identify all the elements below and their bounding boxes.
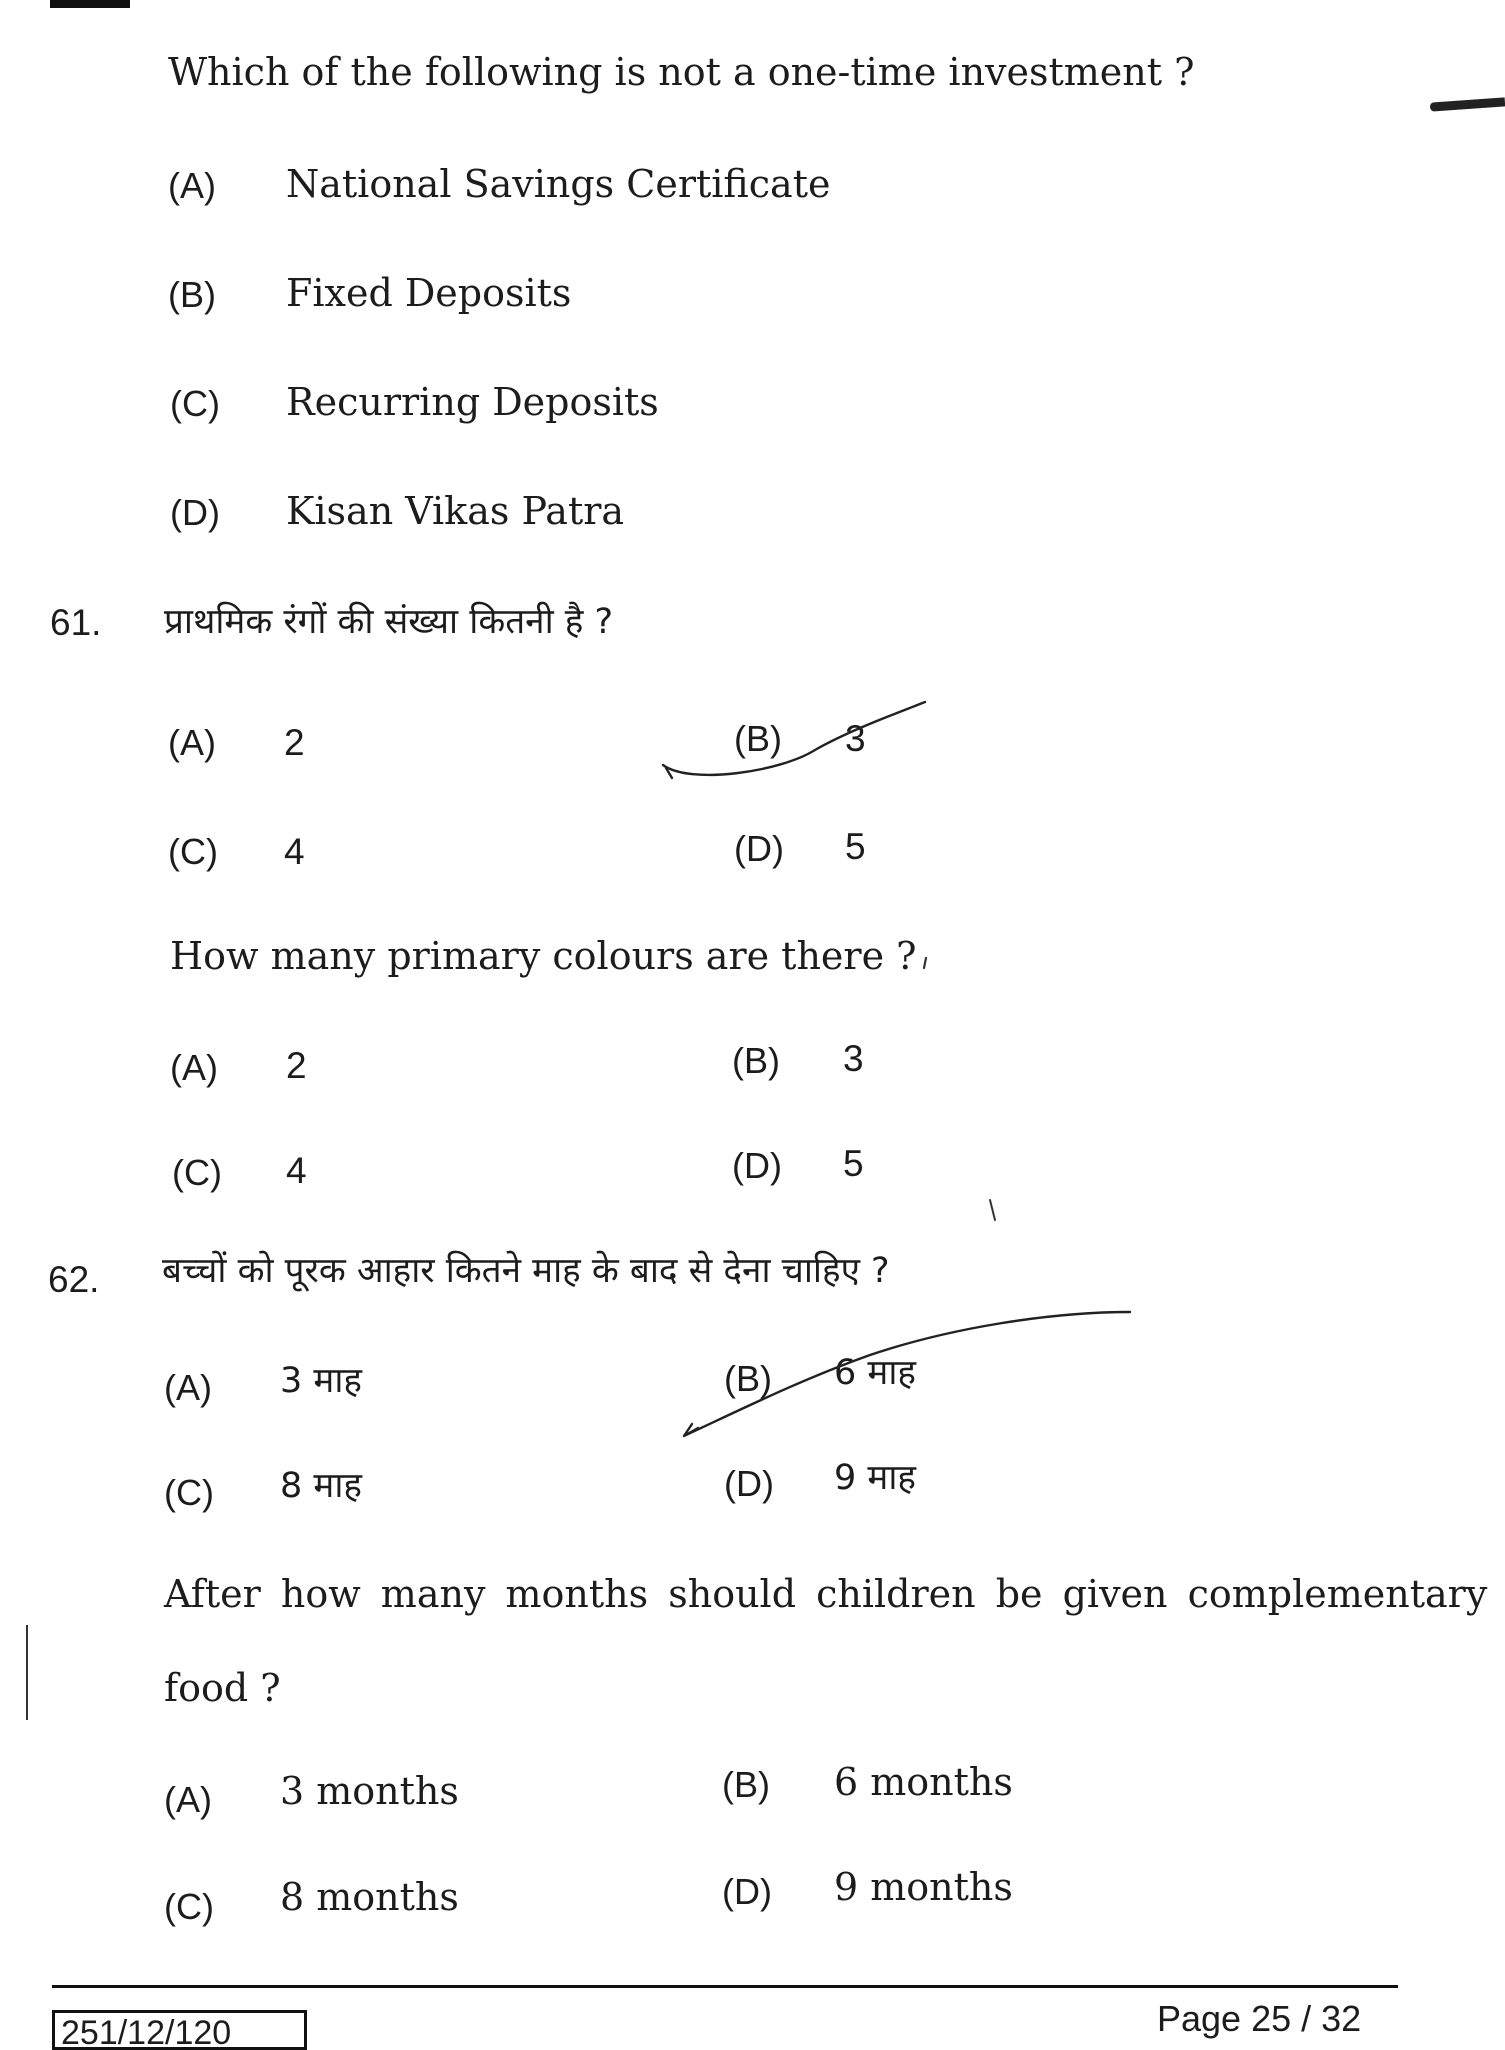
q62-en-option-c-text: 8 months — [280, 1875, 459, 1919]
q62-question-en-line1: After how many months should children be given complementary — [164, 1572, 1488, 1616]
q60-option-d-label: (D) — [170, 492, 220, 533]
q61-hi-option-c-label: (C) — [168, 831, 218, 872]
q61-hi-option-a-text: 2 — [284, 722, 305, 763]
q61-question-hi: प्राथमिक रंगों की संख्या कितनी है ? — [164, 602, 614, 642]
q60-option-b-label: (B) — [168, 274, 216, 315]
corner-mark — [50, 0, 130, 8]
q60-option-c-text: Recurring Deposits — [286, 380, 659, 424]
q60-option-b-text: Fixed Deposits — [286, 271, 572, 315]
q60-option-a-text: National Savings Certificate — [286, 162, 831, 206]
q61-en-option-c-text: 4 — [286, 1150, 307, 1191]
q61-tick-start — [666, 768, 672, 778]
q62-en-option-b-text: 6 months — [834, 1760, 1013, 1804]
q62-en-option-b-label: (B) — [722, 1764, 770, 1805]
q60-option-a-label: (A) — [168, 165, 216, 206]
q62-question-en-line2: food ? — [164, 1666, 281, 1710]
q62-en-option-a-text: 3 months — [280, 1769, 459, 1813]
q61-en-option-d-text: 5 — [843, 1143, 864, 1184]
q62-hi-option-d-text: 9 माह — [834, 1458, 916, 1498]
q61-hi-option-d-text: 5 — [845, 826, 866, 867]
q61-answer-tick — [663, 702, 925, 775]
q61-hi-option-a-label: (A) — [168, 722, 216, 763]
q61-en-option-b-text: 3 — [843, 1038, 864, 1079]
q62-hi-option-c-label: (C) — [164, 1472, 214, 1513]
q62-hi-option-d-label: (D) — [724, 1463, 774, 1504]
q61-en-option-d-label: (D) — [732, 1145, 782, 1186]
q61-number: 61. — [50, 602, 102, 643]
q62-en-option-a-label: (A) — [164, 1779, 212, 1820]
footer-rule — [52, 1985, 1398, 1988]
q61-en-option-a-label: (A) — [170, 1047, 218, 1088]
q61-en-option-c-label: (C) — [172, 1152, 222, 1193]
q60-option-d-text: Kisan Vikas Patra — [286, 489, 625, 533]
q62-hi-option-c-text: 8 माह — [280, 1466, 362, 1506]
margin-mark — [1430, 97, 1505, 111]
q62-number: 62. — [48, 1259, 100, 1300]
q62-question-hi: बच्चों को पूरक आहार कितने माह के बाद से देना चाहिए ? — [162, 1251, 890, 1291]
q61-hi-option-b-text: 3 — [845, 718, 866, 759]
stray-mark — [990, 1200, 995, 1220]
q62-hi-option-b-label: (B) — [724, 1358, 772, 1399]
stray-comma — [924, 958, 926, 968]
margin-line — [26, 1625, 28, 1720]
q62-en-option-d-text: 9 months — [834, 1865, 1013, 1909]
q62-en-option-c-label: (C) — [164, 1886, 214, 1927]
q62-hi-option-a-text: 3 माह — [280, 1361, 362, 1401]
paper-code: 251/12/120 — [52, 2010, 307, 2050]
page-number: Page 25 / 32 — [1157, 1998, 1362, 2039]
q62-hi-option-a-label: (A) — [164, 1367, 212, 1408]
q61-question-en: How many primary colours are there ? — [170, 934, 917, 978]
q62-en-option-d-label: (D) — [722, 1871, 772, 1912]
q62-hi-option-b-text: 6 माह — [834, 1353, 916, 1393]
q60-option-c-label: (C) — [170, 383, 220, 424]
q61-en-option-a-text: 2 — [286, 1045, 307, 1086]
q60-question-en: Which of the following is not a one-time investment ? — [168, 50, 1195, 94]
q61-en-option-b-label: (B) — [732, 1040, 780, 1081]
q61-hi-option-d-label: (D) — [734, 828, 784, 869]
q61-hi-option-c-text: 4 — [284, 831, 305, 872]
q62-tick-arrow — [684, 1424, 698, 1436]
q61-hi-option-b-label: (B) — [734, 718, 782, 759]
